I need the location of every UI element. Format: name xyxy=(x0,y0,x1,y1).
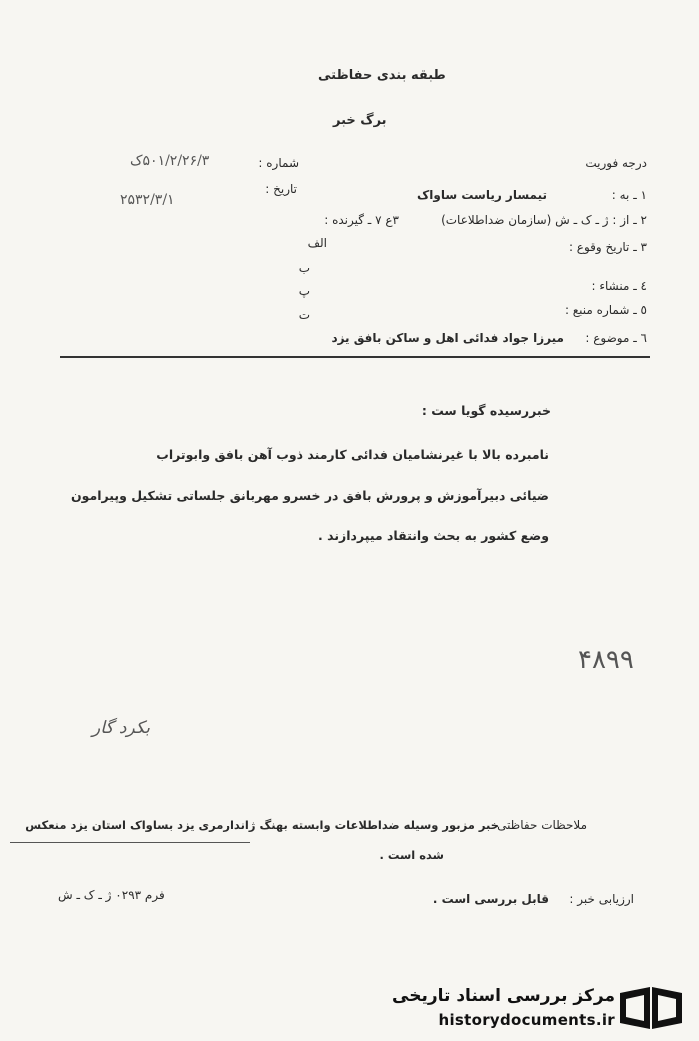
body-line-1: نامبرده بالا با غیرنشامیان فدائی کارمند ذوب آهن بافق وابوتراب xyxy=(156,447,549,462)
field-list-be: ب xyxy=(298,261,310,275)
evaluation-value: قابل بررسی است . xyxy=(432,892,549,906)
urgency-label: درجه فوریت xyxy=(585,156,647,170)
number-value: ۵۰۱/۲/۲۶/۳ک xyxy=(130,153,210,169)
field-list-alef: الف xyxy=(307,236,327,250)
field-recipient: ۳ع ۷ ـ گیرنده : xyxy=(324,213,399,227)
number-label: شماره : xyxy=(258,156,299,170)
handwritten-number: ۴۸۹۹ xyxy=(578,645,634,675)
field-list-te: ت xyxy=(298,308,310,322)
date-label: تاریخ : xyxy=(265,182,297,196)
classification-title: طبقه بندی حفاظتی xyxy=(318,68,446,83)
body-line-3: وضع کشور به بحث وانتقاد میپردازند . xyxy=(318,528,549,543)
divider-top xyxy=(60,356,650,358)
evaluation-label: ارزیابی خبر : xyxy=(569,892,634,906)
field-to-label: ۱ ـ به : xyxy=(611,188,647,202)
form-code: فرم ۰۲۹۳ ژ ـ ک ـ ش xyxy=(58,888,165,902)
field-to-value: تیمسار ریاست ساواک xyxy=(416,188,547,202)
field-date-occurred-label: ۳ ـ تاریخ وقوع : xyxy=(568,240,647,254)
notes-label: ملاحظات حفاظتی xyxy=(497,818,587,832)
history-documents-logo-icon xyxy=(614,983,688,1033)
field-subject-value: میرزا جواد فدائی اهل و ساکن بافق یزد xyxy=(331,331,564,345)
body-line-2: ضیائی دبیرآموزش و پرورش بافق در خسرو مهربانق جلساتی تشکیل وپیرامون xyxy=(71,488,549,503)
notes-text-2: شده است . xyxy=(379,848,444,862)
date-value: ۲۵۳۲/۳/۱ xyxy=(120,192,175,208)
field-from-label: ۲ ـ از : ژ ـ ک ـ ش (سازمان ضداطلاعات) xyxy=(441,213,647,227)
doc-type-title: برگ خبر xyxy=(333,113,387,128)
body-intro: خبررسیده گویا ست : xyxy=(421,403,551,418)
field-list-pe: پ xyxy=(298,284,310,298)
field-source-label: ٤ ـ منشاء : xyxy=(591,279,647,293)
field-subject-label: ٦ ـ موضوع : xyxy=(585,331,647,345)
handwritten-signature: بکرد گار xyxy=(92,718,150,738)
watermark-title: مرکز بررسی اسناد تاریخی xyxy=(392,986,615,1006)
divider-notes xyxy=(10,842,250,843)
field-source-number-label: ٥ ـ شماره منبع : xyxy=(564,303,647,317)
watermark-site[interactable]: historydocuments.ir xyxy=(438,1011,615,1029)
notes-text-1: خبر مزبور وسیله ضداطلاعات وابسته بهنگ ژاندارمری یزد بساواک استان یزد منعکس xyxy=(25,818,499,832)
